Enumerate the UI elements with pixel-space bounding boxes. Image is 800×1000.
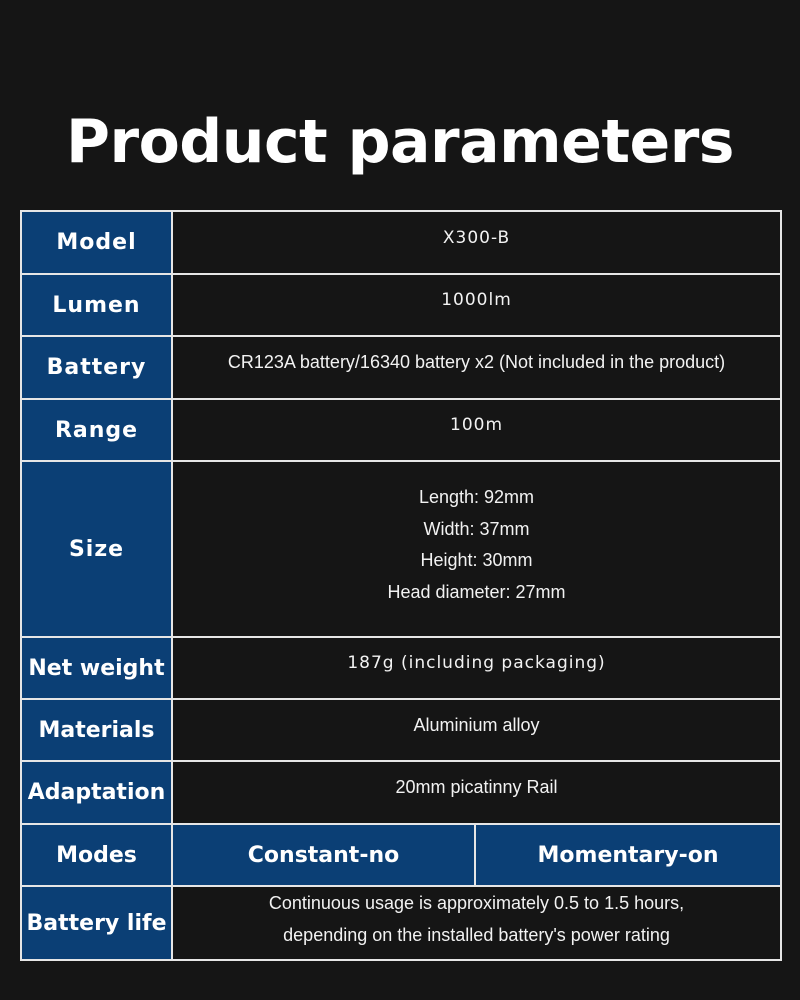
spec-label-model: Model — [21, 211, 172, 274]
spec-row-model — [21, 211, 781, 274]
size-width: Width: 37mm — [423, 518, 530, 539]
spec-row-battery-life — [21, 886, 781, 960]
spec-row-net-weight — [21, 637, 781, 699]
spec-value-lumen: 1000lm — [172, 274, 781, 336]
spec-value-range: 100m — [172, 399, 781, 461]
spec-label-net-weight: Net weight — [21, 637, 172, 699]
size-length: Length: 92mm — [418, 487, 535, 507]
spec-label-range: Range — [21, 399, 172, 461]
spec-row-battery — [21, 336, 781, 399]
mode-constant: Constant-no — [172, 824, 475, 886]
spec-label-battery: Battery — [21, 336, 172, 399]
spec-row-materials — [21, 699, 781, 761]
size-height: Height: 30mm — [420, 550, 533, 570]
mode-momentary: Momentary-on — [475, 824, 781, 886]
spec-value-battery: CR123A battery/16340 battery x2 (Not included in the product) — [172, 336, 781, 399]
page-title: Product parameters — [66, 107, 734, 178]
spec-table — [20, 210, 782, 961]
spec-value-net-weight: 187g (including packaging) — [172, 637, 781, 699]
spec-row-size — [21, 461, 781, 637]
spec-value-materials: Aluminium alloy — [172, 699, 781, 761]
spec-value-model: X300-B — [172, 211, 781, 274]
spec-label-lumen: Lumen — [21, 274, 172, 336]
spec-label-modes: Modes — [21, 824, 172, 886]
spec-label-materials: Materials — [21, 699, 172, 761]
spec-label-adaptation: Adaptation — [21, 761, 172, 824]
spec-value-adaptation: 20mm picatinny Rail — [172, 761, 781, 824]
battery-life-line-2: depending on the installed battery's power rating — [283, 925, 670, 945]
spec-value-battery-life — [172, 886, 781, 960]
spec-row-lumen — [21, 274, 781, 336]
spec-label-size: Size — [21, 461, 172, 637]
spec-value-size — [172, 461, 781, 637]
spec-row-adaptation — [21, 761, 781, 824]
size-head-diameter: Head diameter: 27mm — [387, 581, 566, 602]
spec-row-range — [21, 399, 781, 461]
spec-label-battery-life: Battery life — [21, 886, 172, 960]
battery-life-line-1: Continuous usage is approximately 0.5 to 1.5 hours, — [268, 893, 685, 913]
spec-row-modes — [21, 824, 781, 886]
